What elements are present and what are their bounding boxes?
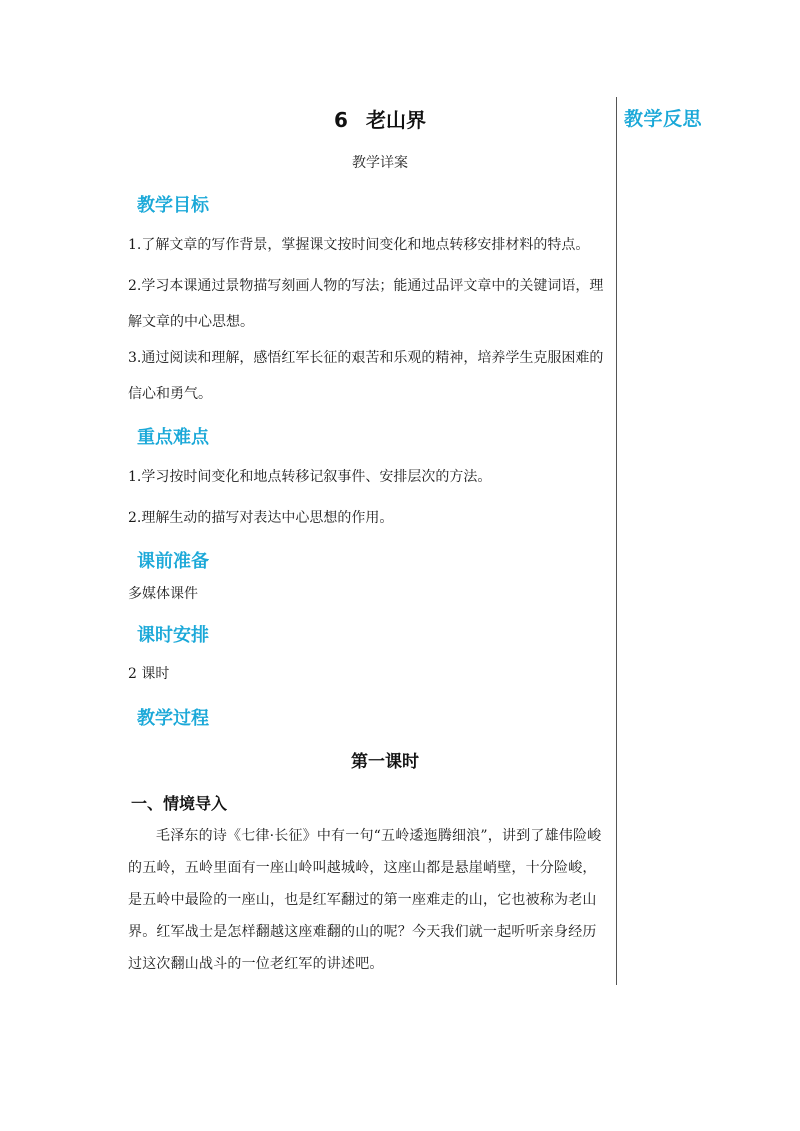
section-heading-goals: 教学目标 — [137, 195, 209, 216]
preparation-text: 多媒体课件 — [128, 586, 198, 602]
section-heading-preparation: 课前准备 — [137, 551, 209, 572]
part1-paragraph: 毛泽东的诗《七律·长征》中有一句“五岭逶迤腾细浪”，讲到了雄伟险峻的五岭，五岭里面有一座山岭叫越城岭，这座山都是悬崖峭壁，十分险峻，是五岭中最险的一座山，也是红军翻过的第一座难走的山，它也被称为老山界。红军战士是怎样翻越这座难翻的山的呢？今天我们就一起听听亲身经历过这次翻山战斗的一位老红军的讲述吧。 — [128, 828, 602, 972]
column-divider — [616, 97, 617, 985]
page-subtitle: 教学详案 — [352, 155, 408, 171]
goal-item-1: 1.了解文章的写作背景，掌握课文按时间变化和地点转移安排材料的特点。 — [128, 237, 590, 253]
lesson-title: 老山界 — [365, 108, 426, 132]
key-point-item-2: 2.理解生动的描写对表达中心思想的作用。 — [128, 510, 394, 526]
reflection-column-title: 教学反思 — [624, 108, 703, 130]
part1-heading: 一、情境导入 — [131, 794, 228, 813]
goal-item-2: 2.学习本课通过景物描写刻画人物的写法；能通过品评文章中的关键词语，理解文章的中心思想。 — [128, 278, 604, 330]
section-heading-process: 教学过程 — [137, 708, 209, 729]
schedule-text: 2 课时 — [128, 666, 170, 682]
lesson-number: 6 — [334, 108, 348, 132]
goal-item-3: 3.通过阅读和理解，感悟红军长征的艰苦和乐观的精神，培养学生克服困难的信心和勇气。 — [128, 350, 604, 402]
section-heading-schedule: 课时安排 — [137, 625, 209, 646]
key-point-item-1: 1.学习按时间变化和地点转移记叙事件、安排层次的方法。 — [128, 469, 492, 485]
lesson-heading: 第一课时 — [351, 752, 419, 772]
section-heading-key-points: 重点难点 — [137, 427, 209, 448]
page-title — [300, 104, 460, 133]
